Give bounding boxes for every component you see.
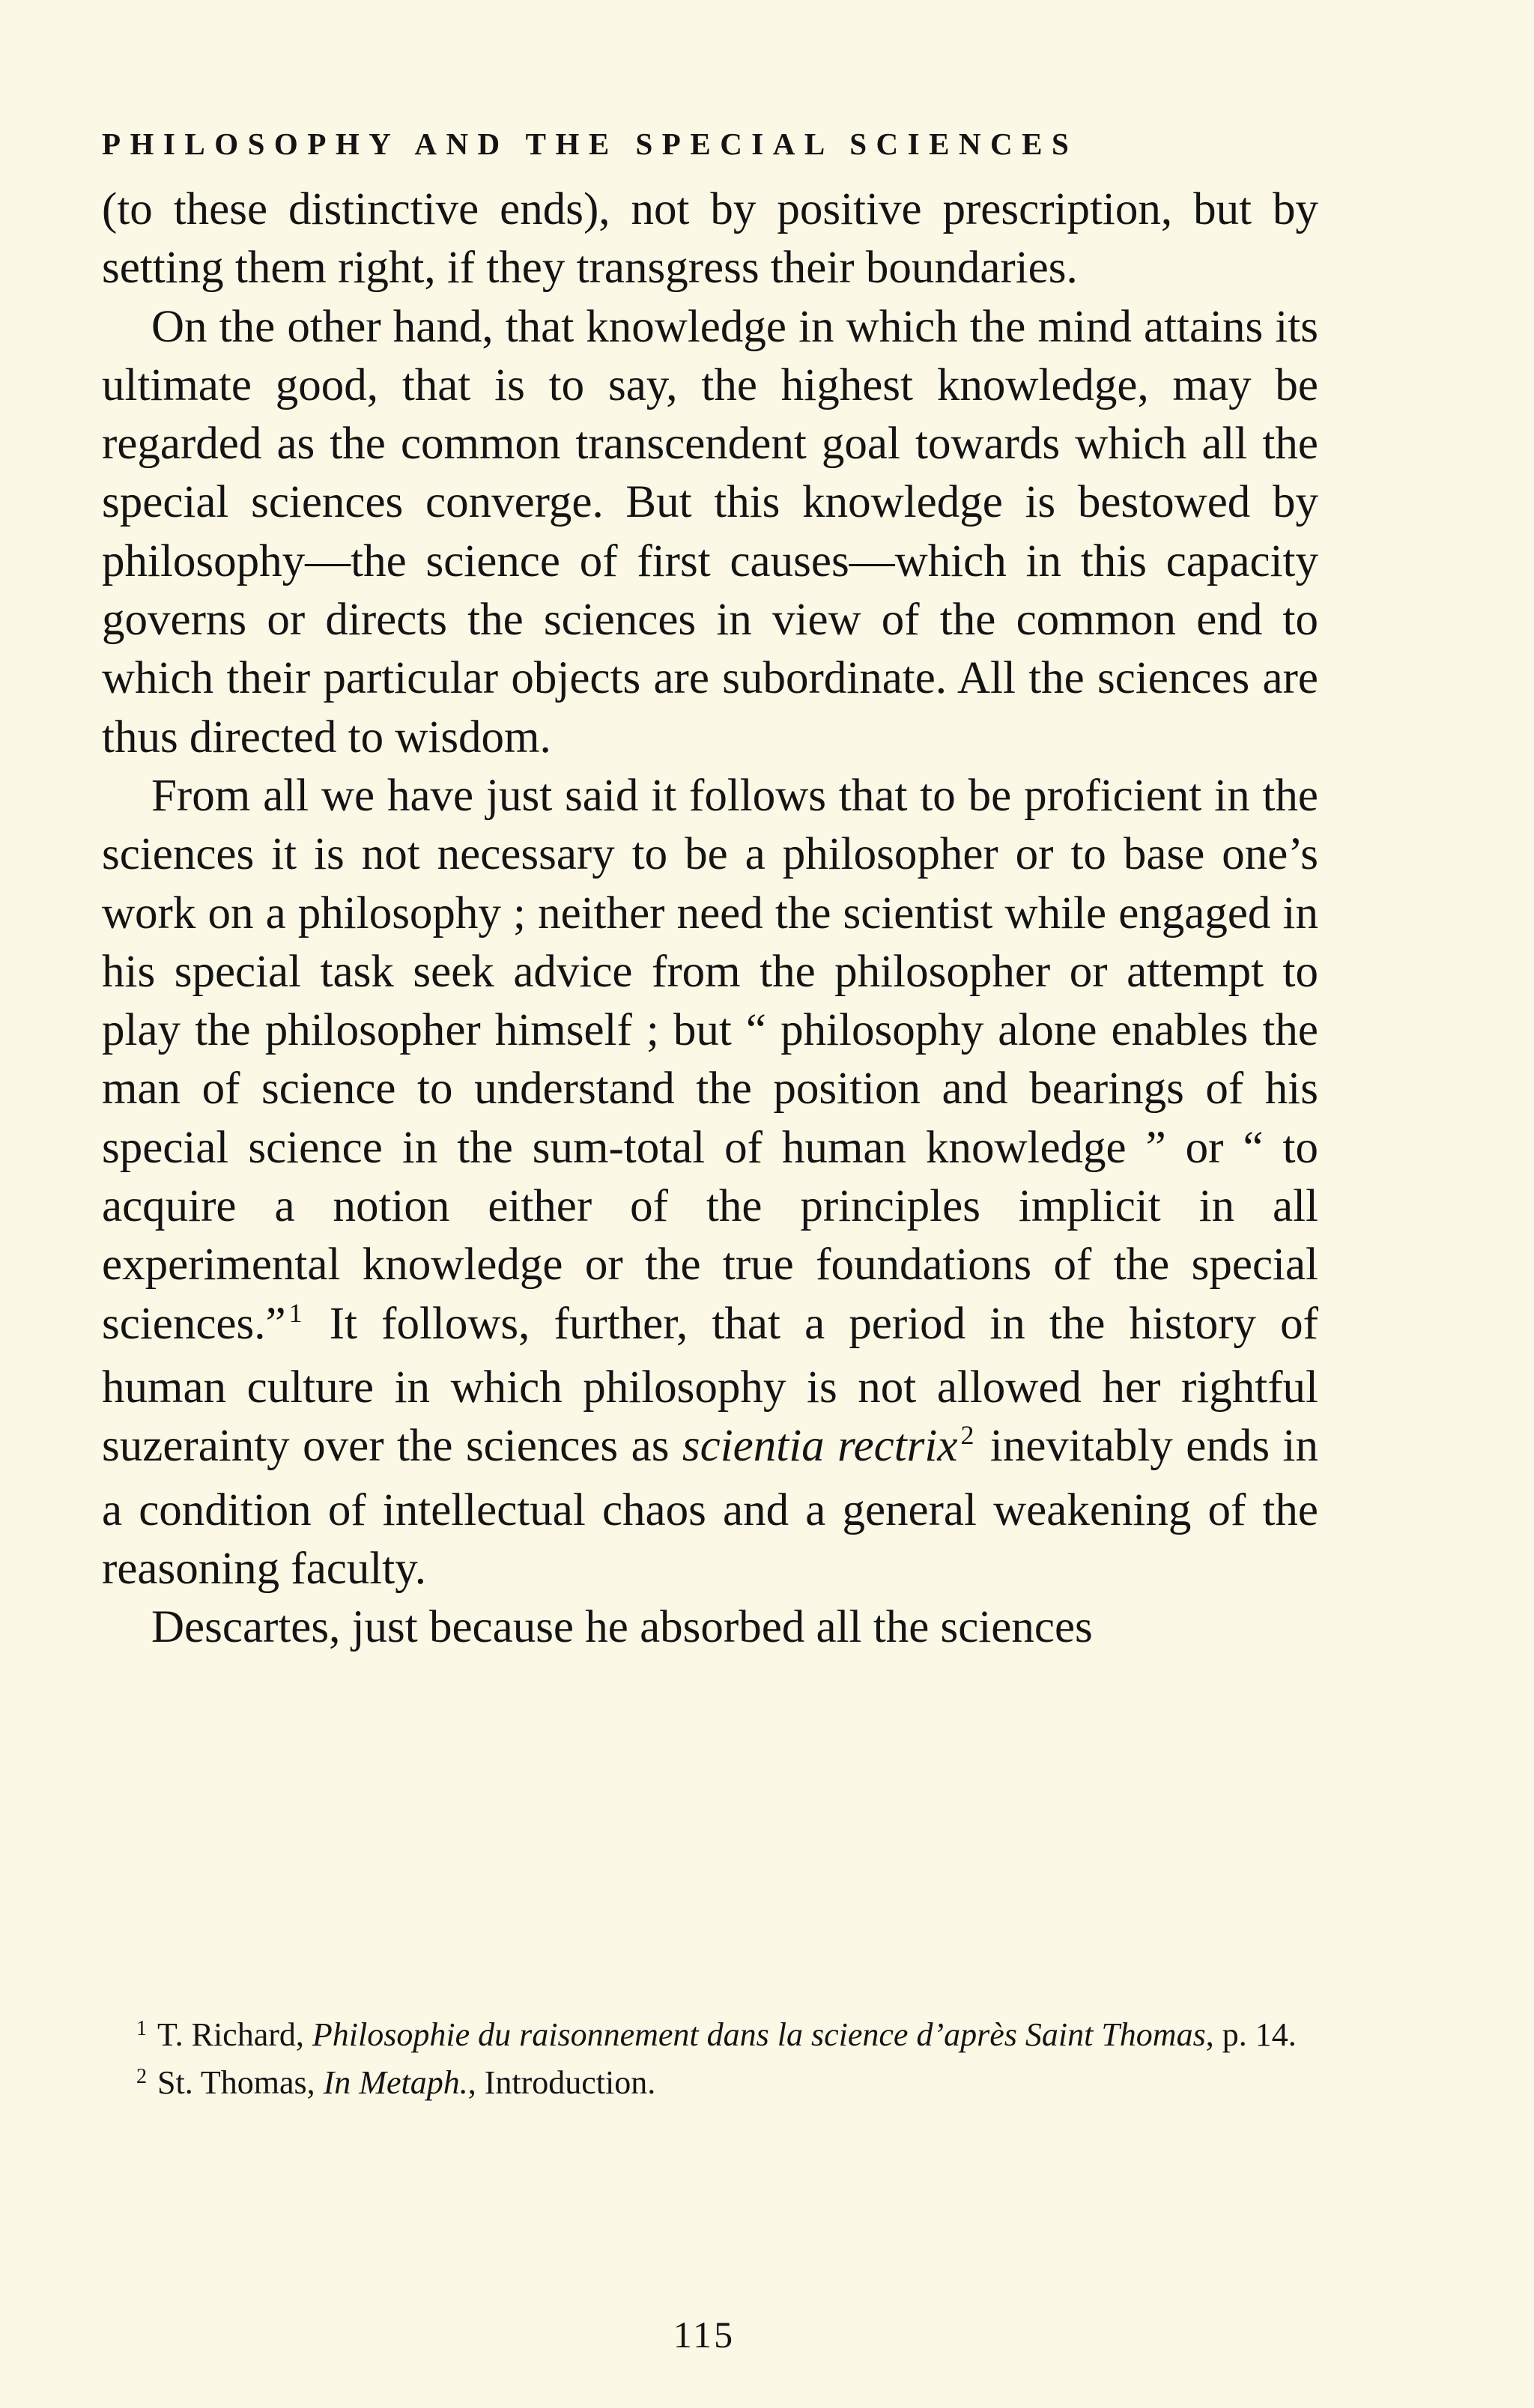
paragraph-4: Descartes, just because he absorbed all the sciences: [151, 1602, 1093, 1653]
footnote-ref-1: 1: [288, 1297, 303, 1328]
paragraph-3-text-a: From all we have just said it follows that to be proficient in the sciences it is not necessary to be a philosopher or to base one’s work on a philosophy ; neither need the scientist while engaged in his special task seek advice from the philosopher or attempt to play the philosopher himself ; but “ philosophy alone enables the man of science to understand the position and bearings of his special science in the sum-total of human knowledge ” or “ to acquire a notion either of the principles implicit in all experimental knowledge or the true foundations of the special sciences.”: [102, 770, 1318, 1349]
footnote-1: [102, 2013, 1318, 2061]
footnote-1-text-a: T. Richard,: [157, 2016, 312, 2053]
footnote-2-mark: 2: [136, 2065, 147, 2088]
paragraph-3: [102, 767, 1318, 1598]
paragraph-3-text-b: It follows, further, that a period in the history of human culture in which philosophy is not allowed her rightful suzerainty over the sciences as: [102, 1298, 1318, 1472]
main-text: [102, 181, 1318, 1657]
footnote-2-text-b: , Introduction.: [467, 2064, 656, 2101]
footnote-2-italic: In Metaph.: [323, 2064, 468, 2101]
footnote-1-italic: Philosophie du raisonnement dans la science d’après Saint Thomas: [312, 2016, 1206, 2053]
footnote-1-mark: 1: [136, 2017, 147, 2040]
paragraph-3-italic: scientia rectrix: [682, 1421, 958, 1472]
paragraph-2: On the other hand, that knowledge in which the mind attains its ultimate good, that is to say, the highest knowledge, may be regarded as the common transcendent goal towards which all the special sciences converge. But this knowledge is bestowed by philosophy—the science of first causes—which in this capacity governs or directs the sciences in view of the common end to which their particular objects are subordinate. All the sciences are thus directed to wisdom.: [102, 301, 1318, 762]
footnote-2-text-a: St. Thomas,: [157, 2064, 324, 2101]
paragraph-3-text-c: inevitably ends in a condition of intellectual chaos and a general weakening of the reasoning faculty.: [102, 1421, 1319, 1594]
paragraph-1: (to these distinctive ends), not by positive prescription, but by setting them right, if they transgress their boundaries.: [102, 184, 1318, 294]
footnote-1-text-b: , p. 14.: [1205, 2016, 1297, 2053]
page-number: 115: [673, 2314, 736, 2356]
page-body: [102, 129, 1318, 1657]
footnote-2: [102, 2061, 1318, 2109]
footnote-ref-2: 2: [960, 1420, 974, 1451]
running-head: PHILOSOPHY AND THE SPECIAL SCIENCES: [102, 127, 1079, 161]
footnotes: [102, 2013, 1318, 2109]
